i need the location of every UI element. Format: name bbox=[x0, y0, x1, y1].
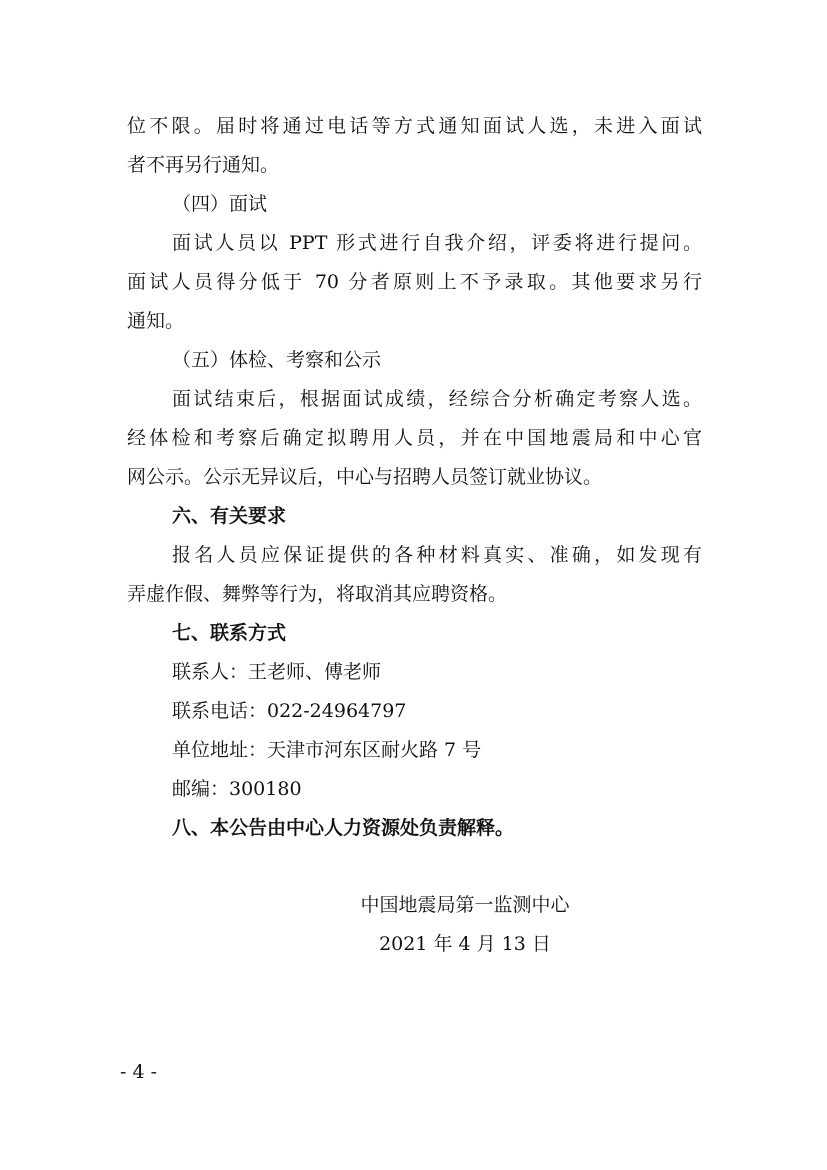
paragraph-line: 面试人员得分低于 70 分者原则上不予录取。其他要求另行 bbox=[127, 271, 702, 293]
paragraph-line: 面试结束后，根据面试成绩，经综合分析确定考察人选。 bbox=[172, 388, 702, 410]
paragraph-line: 通知。 bbox=[127, 310, 185, 332]
section-heading: （五）体检、考察和公示 bbox=[172, 349, 382, 371]
signature-date: 2021 年 4 月 13 日 bbox=[379, 933, 551, 955]
signature-organization: 中国地震局第一监测中心 bbox=[360, 894, 570, 916]
paragraph-line: 位不限。届时将通过电话等方式通知面试人选，未进入面试 bbox=[127, 115, 702, 137]
contact-phone: 联系电话：022-24964797 bbox=[172, 700, 407, 722]
paragraph-line: 经体检和考察后确定拟聘用人员，并在中国地震局和中心官 bbox=[127, 427, 702, 449]
paragraph-line: 报名人员应保证提供的各种材料真实、准确，如发现有 bbox=[172, 544, 702, 566]
paragraph-line: 网公示。公示无异议后，中心与招聘人员签订就业协议。 bbox=[127, 466, 603, 488]
section-heading-bold: 六、有关要求 bbox=[172, 505, 287, 527]
page-number: - 4 - bbox=[120, 1061, 158, 1083]
paragraph-line: 面试人员以 PPT 形式进行自我介绍，评委将进行提问。 bbox=[172, 232, 702, 254]
section-heading-bold: 七、联系方式 bbox=[172, 622, 287, 644]
contact-postcode: 邮编：300180 bbox=[172, 778, 302, 800]
contact-person: 联系人：王老师、傅老师 bbox=[172, 661, 382, 683]
contact-address: 单位地址：天津市河东区耐火路 7 号 bbox=[172, 739, 482, 761]
section-heading: （四）面试 bbox=[172, 193, 268, 215]
section-heading-bold: 八、本公告由中心人力资源处负责解释。 bbox=[172, 817, 515, 839]
paragraph-line: 者不再另行通知。 bbox=[127, 154, 280, 176]
paragraph-line: 弄虚作假、舞弊等行为，将取消其应聘资格。 bbox=[127, 583, 508, 605]
